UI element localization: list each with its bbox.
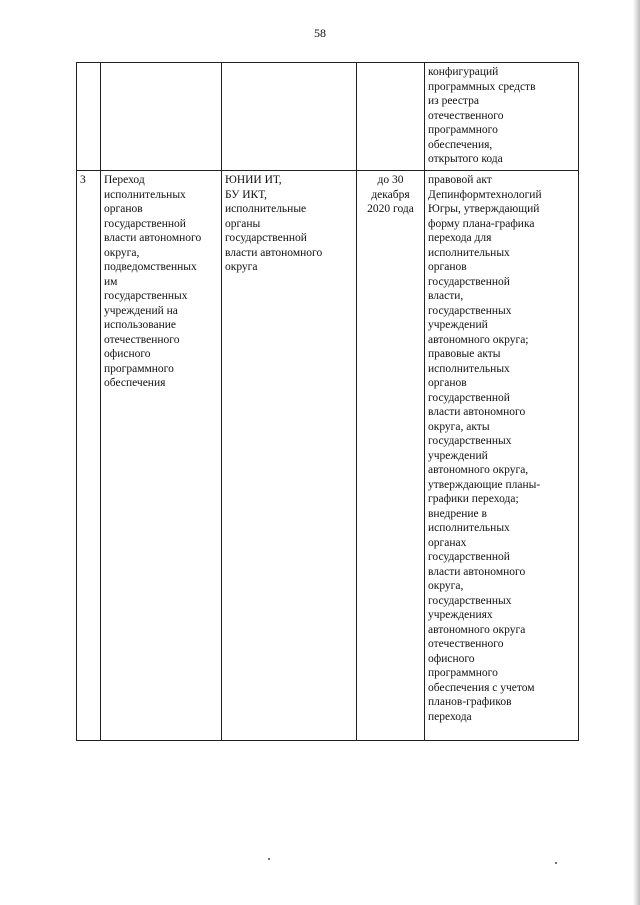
deadline-text: [360, 173, 421, 217]
text-line: планов-графиков: [428, 696, 512, 708]
text-line: отечественного: [104, 333, 180, 346]
text-line: декабря: [371, 188, 410, 201]
text-line: обеспечения с учетом: [428, 681, 535, 694]
text-line: автономного округа;: [428, 333, 529, 346]
text-line: автономного округа,: [428, 464, 529, 476]
cell-deadline: [357, 171, 425, 741]
text-line: исполнительных: [428, 246, 510, 259]
plan-table: [76, 62, 579, 741]
table-row-continuation: [77, 63, 579, 171]
text-line: государственных: [428, 435, 512, 447]
text-line: власти автономного: [225, 246, 323, 259]
text-line: из реестра: [428, 95, 479, 107]
measure-name-text: [104, 173, 218, 391]
text-line: органы: [225, 217, 261, 230]
text-line: использование: [104, 319, 177, 331]
text-line: исполнительные: [225, 203, 307, 215]
cell-term-empty: [357, 63, 425, 171]
text-line: округа, акты: [428, 420, 490, 433]
text-line: власти автономного: [428, 565, 526, 578]
text-line: государственной: [225, 232, 307, 244]
text-line: им: [104, 275, 118, 288]
page-number: 58: [314, 26, 326, 40]
text-line: ЮНИИ ИТ,: [225, 174, 282, 186]
scan-speck: [268, 858, 270, 860]
text-line: до 30: [377, 174, 404, 186]
text-line: округа,: [428, 580, 464, 592]
scan-edge-shadow: [633, 0, 640, 905]
text-line: утверждающие планы-: [428, 478, 541, 491]
text-line: офисного: [104, 348, 151, 360]
text-line: обеспечения,: [428, 138, 493, 151]
text-line: программного: [428, 124, 498, 136]
text-line: правовой акт: [428, 174, 492, 186]
text-line: органов: [428, 377, 467, 389]
table-row-3: [77, 171, 579, 741]
cell-row-number: 3: [77, 171, 101, 741]
result-text: [428, 173, 575, 724]
text-line: учреждений: [428, 319, 488, 331]
text-line: конфигураций: [428, 66, 499, 78]
text-line: перехода: [428, 710, 472, 723]
text-line: внедрение в: [428, 507, 487, 520]
text-line: государственной: [428, 551, 510, 563]
text-line: округа: [225, 261, 258, 273]
text-line: власти автономного: [104, 232, 202, 244]
text-line: форму плана-графика: [428, 217, 535, 230]
text-line: государственных: [428, 304, 512, 317]
text-line: государственной: [104, 217, 186, 230]
text-line: отечественного: [428, 109, 504, 122]
text-line: учреждений на: [104, 304, 178, 317]
text-line: отечественного: [428, 638, 504, 650]
text-line: органов: [104, 203, 143, 215]
text-line: программного: [428, 667, 498, 679]
text-line: власти,: [428, 290, 464, 302]
cell-number-empty: [77, 63, 101, 171]
text-line: учреждениях: [428, 609, 493, 621]
text-line: исполнительных: [428, 522, 510, 534]
text-line: государственных: [428, 594, 512, 607]
cell-executors: [222, 171, 357, 741]
scan-speck: [555, 862, 557, 864]
cell-result: [425, 171, 579, 741]
text-line: правовые акты: [428, 348, 501, 360]
text-line: учреждений: [428, 449, 488, 462]
result-continuation-text: [428, 65, 575, 167]
text-line: исполнительных: [104, 188, 186, 201]
text-line: 2020 года: [367, 203, 414, 215]
text-line: государственной: [428, 391, 510, 404]
text-line: органов: [428, 261, 467, 273]
cell-result-continuation: [425, 63, 579, 171]
text-line: власти автономного: [428, 406, 526, 418]
text-line: программного: [104, 362, 174, 375]
text-line: открытого кода: [428, 153, 503, 165]
executors-text: [225, 173, 353, 275]
text-line: автономного округа: [428, 623, 526, 636]
text-line: офисного: [428, 652, 475, 665]
text-line: исполнительных: [428, 362, 510, 375]
text-line: подведомственных: [104, 261, 197, 273]
text-line: органах: [428, 536, 467, 549]
text-line: государственной: [428, 275, 510, 288]
cell-measure-name: [101, 171, 222, 741]
cell-name-empty: [101, 63, 222, 171]
text-line: государственных: [104, 290, 188, 302]
text-line: перехода для: [428, 232, 492, 244]
text-line: БУ ИКТ,: [225, 188, 267, 201]
text-line: обеспечения: [104, 377, 166, 389]
cell-executor-empty: [222, 63, 357, 171]
text-line: Переход: [104, 174, 145, 186]
text-line: графики перехода;: [428, 493, 519, 505]
text-line: Югры, утверждающий: [428, 203, 540, 215]
text-line: округа,: [104, 246, 140, 259]
text-line: программных средств: [428, 80, 536, 93]
text-line: Депинформтехнологий: [428, 188, 542, 201]
